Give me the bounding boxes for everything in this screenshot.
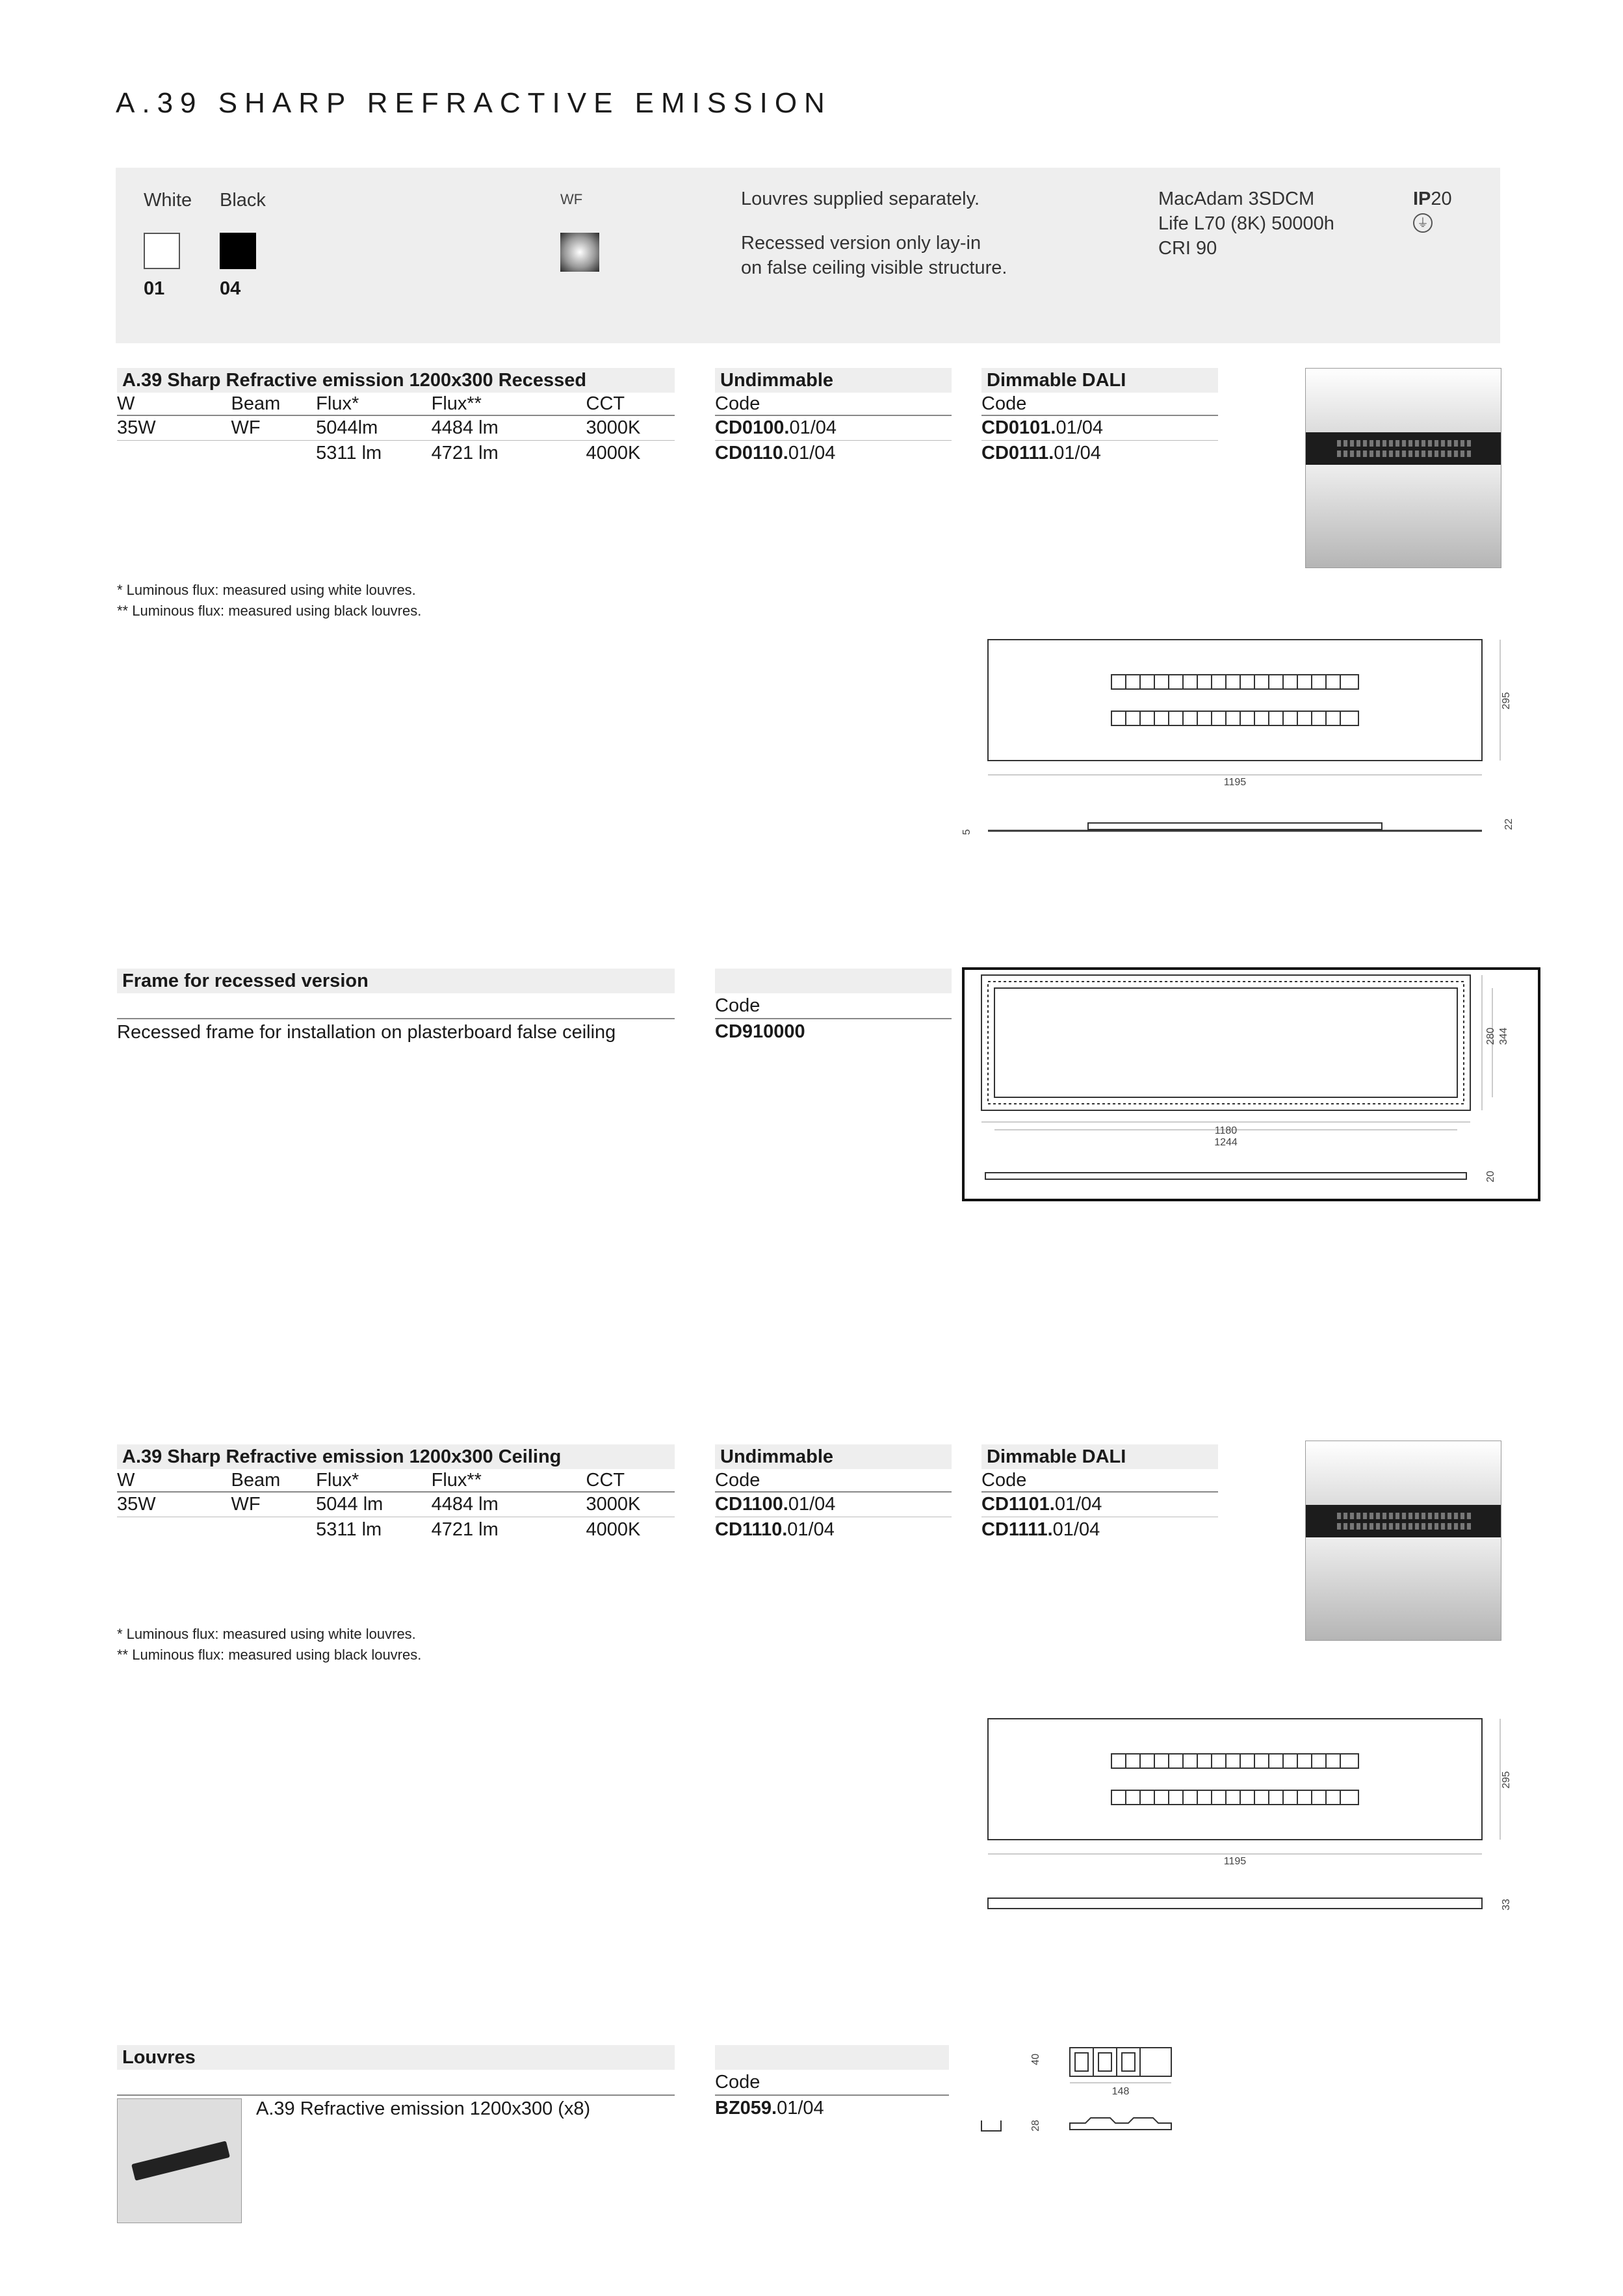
frame-title: Frame for recessed version xyxy=(117,969,675,993)
dim-height-40: 40 xyxy=(1030,2054,1041,2065)
dim-depth: 20 xyxy=(1485,1171,1496,1182)
col-w: W xyxy=(117,1469,135,1491)
footnote-black-louvres: ** Luminous flux: measured using black louvres. xyxy=(117,603,422,619)
black-code: 04 xyxy=(220,278,241,299)
list-item[interactable] xyxy=(981,1517,1218,1542)
recessed-note-line2: on false ceiling visible structure. xyxy=(741,257,1007,278)
ip-value: 20 xyxy=(1431,189,1452,209)
dim-width: 1195 xyxy=(1223,777,1247,788)
cell-beam: WF xyxy=(231,1494,261,1515)
code-label: Code xyxy=(715,1469,952,1493)
col-flux1: Flux* xyxy=(316,1469,359,1491)
product-code: CD0100. xyxy=(715,417,790,438)
code-label: Code xyxy=(715,2070,949,2096)
list-item[interactable] xyxy=(715,416,952,441)
list-item[interactable] xyxy=(981,1493,1218,1517)
ceiling-technical-drawing xyxy=(955,1710,1527,1924)
dim-side-right: 22 xyxy=(1503,818,1514,830)
finish-suffix: 01/04 xyxy=(788,1494,836,1515)
product-code: CD0111. xyxy=(981,442,1054,463)
black-swatch[interactable] xyxy=(220,233,256,269)
dim-side-left: 5 xyxy=(961,829,972,835)
col-beam: Beam xyxy=(231,393,281,414)
cell-flux1: 5044 lm xyxy=(316,1494,383,1515)
cell-cct: 3000K xyxy=(586,417,641,438)
recessed-technical-drawing xyxy=(955,631,1527,845)
white-swatch[interactable] xyxy=(144,233,180,269)
louvres-technical-drawing xyxy=(975,2041,1196,2145)
finish-suffix: 01/04 xyxy=(1056,417,1104,438)
spec-macadam: MacAdam 3SDCM xyxy=(1158,189,1315,209)
louvres-divider xyxy=(117,2070,675,2096)
recessed-note-line1: Recessed version only lay-in xyxy=(741,233,981,254)
louvres-code[interactable] xyxy=(715,2096,949,2120)
dim-outer-height: 344 xyxy=(1498,1027,1509,1045)
beam-label: WF xyxy=(560,191,583,207)
finish-suffix: 01/04 xyxy=(787,1519,835,1540)
led-row-top xyxy=(1111,1754,1358,1768)
cell-w: 35W xyxy=(117,1494,156,1515)
code-label: Code xyxy=(981,393,1218,416)
cell-cct: 4000K xyxy=(586,442,641,463)
recessed-table-header xyxy=(117,393,675,416)
list-item[interactable] xyxy=(715,1517,952,1542)
ceiling-table-header xyxy=(117,1469,675,1493)
finish-suffix: 01/04 xyxy=(789,417,837,438)
code-label: Code xyxy=(715,393,952,416)
spec-cri: CRI 90 xyxy=(1158,238,1217,259)
col-beam: Beam xyxy=(231,1469,281,1491)
dim-height-28: 28 xyxy=(1030,2120,1041,2132)
col-cct: CCT xyxy=(586,1469,625,1491)
code-label: Code xyxy=(981,1469,1218,1493)
frame-description: Recessed frame for installation on plasterboard false ceiling xyxy=(117,1021,616,1043)
product-code: CD1110. xyxy=(715,1519,788,1540)
col-cct: CCT xyxy=(586,393,625,414)
product-code: CD1111. xyxy=(981,1519,1053,1540)
louvres-title: Louvres xyxy=(117,2045,675,2070)
led-row-bottom xyxy=(1111,711,1358,725)
dim-depth: 33 xyxy=(1501,1899,1512,1911)
dim-inner-height: 280 xyxy=(1485,1027,1496,1045)
list-item[interactable] xyxy=(981,441,1218,465)
cell-flux1: 5311 lm xyxy=(316,1519,382,1540)
product-code: BZ059. xyxy=(715,2097,777,2119)
dim-width-148: 148 xyxy=(1111,2086,1130,2097)
cell-flux2: 4484 lm xyxy=(431,417,499,438)
col-flux2: Flux** xyxy=(431,1469,482,1491)
footnote-white-louvres: * Luminous flux: measured using white louvres. xyxy=(117,1626,416,1642)
list-item[interactable] xyxy=(981,416,1218,441)
cell-beam: WF xyxy=(231,417,261,438)
dim-height: 295 xyxy=(1501,692,1512,710)
product-code: CD0101. xyxy=(981,417,1056,438)
louvres-code-header xyxy=(715,2045,949,2070)
dim-height: 295 xyxy=(1501,1771,1512,1789)
finish-suffix: 01/04 xyxy=(1052,1519,1100,1540)
louvres-photo xyxy=(117,2098,242,2223)
white-code: 01 xyxy=(144,278,165,299)
louvres-note: Louvres supplied separately. xyxy=(741,189,980,209)
table-row xyxy=(117,441,675,465)
cell-w: 35W xyxy=(117,417,156,438)
frame-code[interactable]: CD910000 xyxy=(715,1021,805,1042)
dim-outer-width: 1244 xyxy=(1214,1137,1238,1148)
cell-flux2: 4484 lm xyxy=(431,1494,499,1515)
col-flux2: Flux** xyxy=(431,393,482,414)
finish-suffix: 01/04 xyxy=(777,2097,824,2119)
recessed-table-title: A.39 Sharp Refractive emission 1200x300 Recessed xyxy=(117,368,675,393)
recessed-dali-title: Dimmable DALI xyxy=(981,368,1218,393)
product-code: CD0110. xyxy=(715,442,788,463)
frame-divider xyxy=(117,993,675,1019)
finish-white-label: White xyxy=(144,190,192,211)
cell-flux1: 5044lm xyxy=(316,417,378,438)
table-row xyxy=(117,1517,675,1542)
frame-technical-drawing xyxy=(962,967,1542,1201)
ground-symbol-icon: ⏚ xyxy=(1413,213,1433,233)
cell-flux2: 4721 lm xyxy=(431,442,499,463)
finish-suffix: 01/04 xyxy=(1054,1494,1102,1515)
led-row-top xyxy=(1111,675,1358,689)
table-row xyxy=(117,1493,675,1517)
footnote-white-louvres: * Luminous flux: measured using white louvres. xyxy=(117,582,416,598)
finish-suffix: 01/04 xyxy=(788,442,836,463)
spec-life: Life L70 (8K) 50000h xyxy=(1158,213,1334,234)
list-item[interactable] xyxy=(715,1493,952,1517)
beam-wide-flood-icon xyxy=(560,233,599,272)
ceiling-dali-title: Dimmable DALI xyxy=(981,1444,1218,1469)
code-label: Code xyxy=(715,993,952,1019)
table-row xyxy=(117,416,675,441)
list-item[interactable] xyxy=(715,441,952,465)
cell-cct: 3000K xyxy=(586,1494,641,1515)
cell-flux1: 5311 lm xyxy=(316,442,382,463)
ceiling-product-photo xyxy=(1305,1441,1501,1641)
footnote-black-louvres: ** Luminous flux: measured using black louvres. xyxy=(117,1647,422,1663)
ip-label: IP xyxy=(1413,189,1431,209)
finish-suffix: 01/04 xyxy=(1054,442,1101,463)
col-w: W xyxy=(117,393,135,414)
page-title: A.39 SHARP REFRACTIVE EMISSION xyxy=(116,87,832,119)
product-code: CD1100. xyxy=(715,1494,788,1515)
frame-code-header xyxy=(715,969,952,993)
cell-cct: 4000K xyxy=(586,1519,641,1540)
col-flux1: Flux* xyxy=(316,393,359,414)
led-row-bottom xyxy=(1111,1790,1358,1805)
dim-width: 1195 xyxy=(1223,1856,1247,1867)
finish-black-label: Black xyxy=(220,190,266,211)
dim-inner-width: 1180 xyxy=(1214,1125,1238,1136)
ceiling-undimmable-title: Undimmable xyxy=(715,1444,952,1469)
product-code: CD1101. xyxy=(981,1494,1055,1515)
ceiling-table-title: A.39 Sharp Refractive emission 1200x300 Ceiling xyxy=(117,1444,675,1469)
cell-flux2: 4721 lm xyxy=(431,1519,499,1540)
louvres-description: A.39 Refractive emission 1200x300 (x8) xyxy=(256,2098,591,2119)
recessed-undimmable-title: Undimmable xyxy=(715,368,952,393)
recessed-product-photo xyxy=(1305,368,1501,568)
